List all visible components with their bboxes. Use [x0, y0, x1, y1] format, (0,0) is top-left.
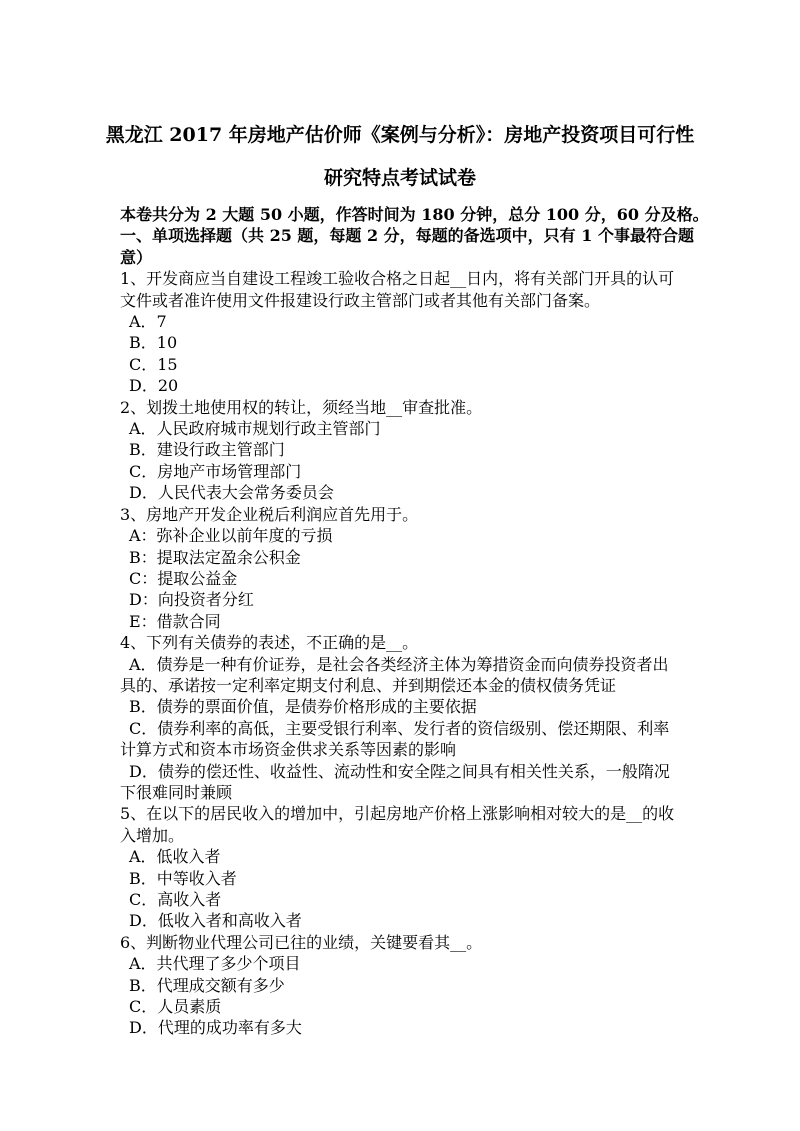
answer-option: E：借款合同: [129, 611, 221, 631]
question-5: [120, 803, 686, 931]
answer-option: C．债券利率的高低，主要受银行利率、发行者的资信级别、偿还期限、利率: [129, 718, 670, 738]
answer-option: B．10: [129, 333, 178, 353]
answer-option: B．债券的票面价值，是债券价格形成的主要依据: [129, 697, 477, 717]
document-title-line-1: 黑龙江 2017 年房地产估价师《案例与分析》：房地产投资项目可行性: [105, 124, 695, 146]
answer-option-continued: 计算方式和资本市场资金供求关系等因素的影响: [120, 740, 457, 760]
section-heading-line-2: 意）: [120, 247, 153, 267]
answer-option-continued: 具的、承诺按一定利率定期支付利息、并到期偿还本金的债权债务凭证: [120, 675, 617, 695]
question-text: 2、划拨土地使用权的转让，须经当地__审查批准。: [120, 397, 483, 417]
answer-option: C．15: [129, 354, 178, 374]
answer-option: D．20: [129, 376, 179, 396]
question-6: [120, 932, 686, 1039]
answer-option: A．低收入者: [129, 847, 221, 867]
answer-option: D：向投资者分红: [129, 590, 254, 610]
answer-option: D．债券的偿还性、收益性、流动性和安全陛之间具有相关性关系，一般隋况: [129, 761, 670, 781]
question-1: [120, 268, 686, 396]
answer-option: A．7: [129, 312, 167, 332]
question-2: [120, 397, 686, 504]
answer-option: D．低收入者和高收入者: [129, 911, 302, 931]
document-title-line-2: 研究特点考试试卷: [323, 167, 476, 189]
answer-option: B：提取法定盈余公积金: [129, 547, 301, 567]
answer-option: C．房地产市场管理部门: [129, 461, 302, 481]
exam-intro: 本卷共分为 2 大题 50 小题，作答时间为 180 分钟，总分 100 分，60 分及格。: [120, 205, 709, 224]
answer-option: B．中等收入者: [129, 868, 237, 888]
question-text: 文件或者准许使用文件报建设行政主管部门或者其他有关部门备案。: [120, 290, 601, 310]
question-4: [120, 632, 686, 803]
answer-option: A．共代理了多少个项目: [129, 954, 301, 974]
answer-option: D．代理的成功率有多大: [129, 1018, 302, 1038]
question-text: 6、判断物业代理公司已往的业绩，关键要看其__。: [120, 932, 483, 952]
answer-option-continued: 下很难同时兼顾: [120, 782, 233, 802]
answer-option: A：弥补企业以前年度的亏损: [129, 526, 333, 546]
answer-option: B．代理成交额有多少: [129, 975, 285, 995]
answer-option: A．债券是一种有价证券，是社会各类经济主体为筹措资金而向债券投资者出: [129, 654, 669, 674]
answer-option: C．高收入者: [129, 890, 222, 909]
answer-option: C：提取公益金: [129, 568, 238, 588]
question-text: 1、开发商应当自建设工程竣工验收合格之日起__日内，将有关部门开具的认可: [120, 269, 675, 289]
question-text: 3、房地产开发企业税后利润应首先用于。: [120, 504, 419, 524]
section-heading-line-1: 一、单项选择题（共 25 题，每题 2 分，每题的备选项中，只有 1 个事最符合题: [120, 226, 694, 246]
document-body: [120, 204, 709, 1039]
answer-option: A．人民政府城市规划行政主管部门: [129, 419, 381, 439]
question-text: 入增加。: [120, 825, 185, 845]
answer-option: B．建设行政主管部门: [129, 440, 285, 460]
question-3: [120, 504, 686, 632]
question-text: 4、下列有关债券的表述，不正确的是__。: [120, 633, 419, 653]
answer-option: D．人民代表大会常务委员会: [129, 483, 334, 503]
question-text: 5、在以下的居民收入的增加中，引起房地产价格上涨影响相对较大的是__的收: [120, 804, 675, 824]
answer-option: C．人员素质: [129, 997, 222, 1017]
